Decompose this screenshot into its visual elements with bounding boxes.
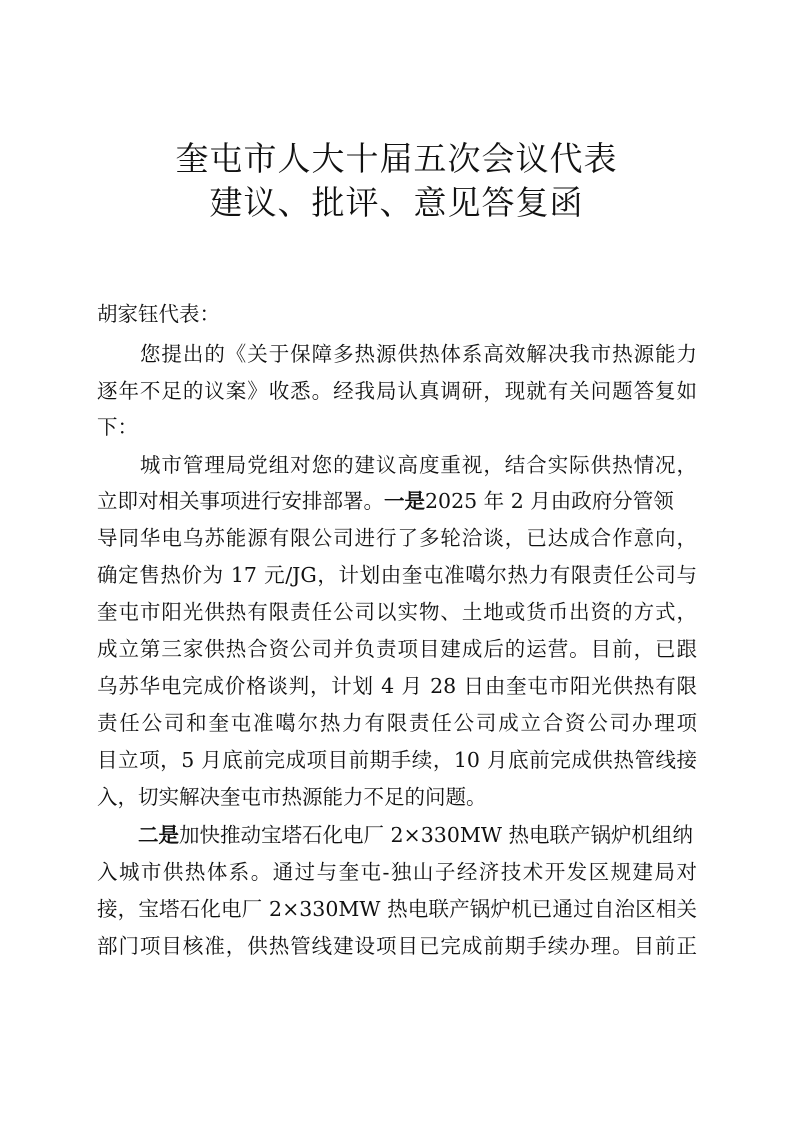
paragraph-2-line-8: 责任公司和奎屯准噶尔热力有限责任公司成立合资公司办理项 — [97, 711, 697, 735]
document-title-line-2: 建议、批评、意见答复函 — [209, 183, 584, 222]
paragraph-2-line-4: 确定售热价为 17 元/JG，计划由奎屯准噶尔热力有限责任公司与 — [97, 563, 697, 587]
paragraph-2-line-2-text: 立即对相关事项进行安排部署。 — [97, 489, 384, 513]
paragraph-2-line-6: 成立第三家供热合资公司并负责项目建成后的运营。目前，已跟 — [97, 637, 697, 661]
document-title-line-1: 奎屯市人大十届五次会议代表 — [175, 139, 618, 178]
paragraph-2-line-5: 奎屯市阳光供热有限责任公司以实物、土地或货币出资的方式， — [97, 600, 697, 624]
paragraph-2-line-9: 目立项，5 月底前完成项目前期手续，10 月底前完成供热管线接 — [97, 748, 697, 772]
paragraph-2-line-3: 导同华电乌苏能源有限公司进行了多轮洽谈，已达成合作意向， — [97, 526, 697, 550]
paragraph-2-line-7: 乌苏华电完成价格谈判，计划 4 月 28 日由奎屯市阳光供热有限 — [97, 674, 697, 698]
point-one-label: 一是 — [384, 489, 425, 513]
paragraph-1-line-2: 逐年不足的议案》收悉。经我局认真调研，现就有关问题答复如 — [97, 379, 697, 403]
paragraph-3-line-1-text: 加快推动宝塔石化电厂 2×330MW 热电联产锅炉机组纳 — [179, 823, 693, 847]
paragraph-3-line-4: 部门项目核准，供热管线建设项目已完成前期手续办理。目前正 — [97, 934, 697, 958]
paragraph-3-line-3: 接，宝塔石化电厂 2×330MW 热电联产锅炉机已通过自治区相关 — [97, 897, 697, 921]
paragraph-1-line-1: 您提出的《关于保障多热源供热体系高效解决我市热源能力 — [97, 342, 697, 366]
paragraph-1-line-3: 下： — [97, 415, 138, 439]
paragraph-3-line-1 — [97, 822, 697, 848]
paragraph-2-line-2-tail: 2025 年 2 月由政府分管领 — [425, 489, 674, 513]
salutation: 胡家钰代表： — [97, 302, 220, 326]
paragraph-3-line-2: 入城市供热体系。通过与奎屯-独山子经济技术开发区规建局对 — [97, 860, 697, 884]
paragraph-2-line-1: 城市管理局党组对您的建议高度重视，结合实际供热情况， — [97, 453, 697, 477]
paragraph-2-line-2 — [97, 488, 697, 514]
paragraph-2-line-10: 入，切实解决奎屯市热源能力不足的问题。 — [97, 785, 487, 809]
point-two-label: 二是 — [138, 823, 179, 847]
